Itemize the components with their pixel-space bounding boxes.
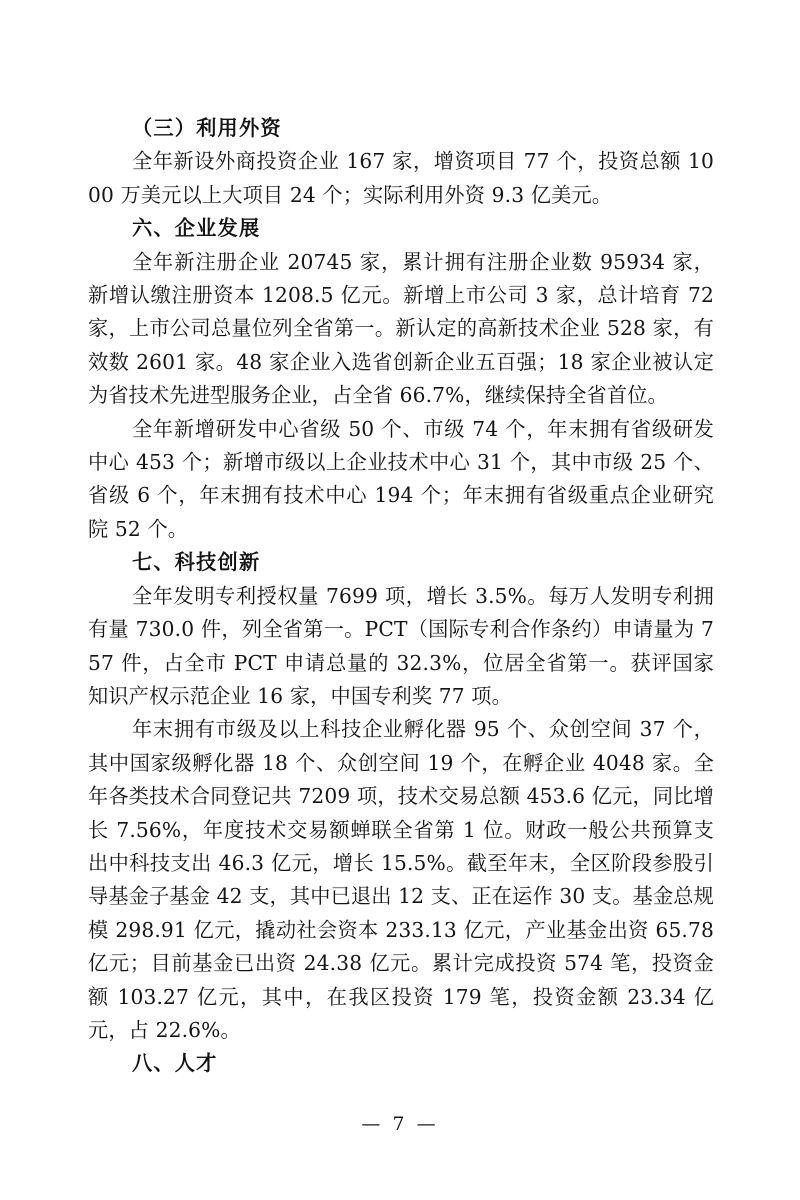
paragraph-enterprise-development-2: 全年新增研发中心省级 50 个、市级 74 个，年末拥有省级研发中心 453 个；新增市级以上企业技术中心 31 个，其中市级 25 个、省级 6 个，年末拥有技术中心 194 个；年末拥有省级重点企业研究院 52 个。 [88,416,714,541]
section-heading-talent: 八、人才 [132,1051,218,1076]
page-content-column [88,112,714,1081]
section-heading-foreign-investment: （三）利用外资 [132,116,282,140]
paragraph-science-technology-1: 全年发明专利授权量 7699 项，增长 3.5%。每万人发明专利拥有量 730.0 件，列全省第一。PCT（国际专利合作条约）申请量为 757 件，占全市 PCT 申请总量的 32.3%，位居全省第一。获评国家知识产权示范企业 16 家，中国专利奖 77 项。 [88,583,714,708]
section-heading-science-technology-innovation: 七、科技创新 [132,550,261,575]
section-heading-enterprise-development: 六、企业发展 [132,216,261,241]
paragraph-enterprise-development-1: 全年新注册企业 20745 家，累计拥有注册企业数 95934 家，新增认缴注册资本 1208.5 亿元。新增上市公司 3 家，总计培育 72 家，上市公司总量位列全省第一。新认定的高新技术企业 528 家，有效数 2601 家。48 家企业入选省创新企业五百强；18 家企业被认定为省技术先进型服务企业，占全省 66.7%，继续保持全省首位。 [88,249,714,408]
paragraph-science-technology-2: 年末拥有市级及以上科技企业孵化器 95 个、众创空间 37 个，其中国家级孵化器 18 个、众创空间 19 个，在孵企业 4048 家。全年各类技术合同登记共 7209 项，技术交易总额 453.6 亿元，同比增长 7.56%，年度技术交易额蝉联全省第 1 位。财政一般公共预算支出中科技支出 46.3 亿元，增长 15.5%。截至年末，全区阶段参股引导基金子基金 42 支，其中已退出 12 支、正在运作 30 支。基金总规模 298.91 亿元，撬动社会资本 233.13 亿元，产业基金出资 65.78 亿元；目前基金已出资 24.38 亿元。累计完成投资 574 笔，投资金额 103.27 亿元，其中，在我区投资 179 笔，投资金额 23.34 亿元，占 22.6%。 [88,717,714,1042]
paragraph-foreign-investment-1: 全年新设外商投资企业 167 家，增资项目 77 个，投资总额 1000 万美元以上大项目 24 个；实际利用外资 9.3 亿美元。 [88,149,714,207]
page-number-footer: — 7 — [361,1113,439,1135]
